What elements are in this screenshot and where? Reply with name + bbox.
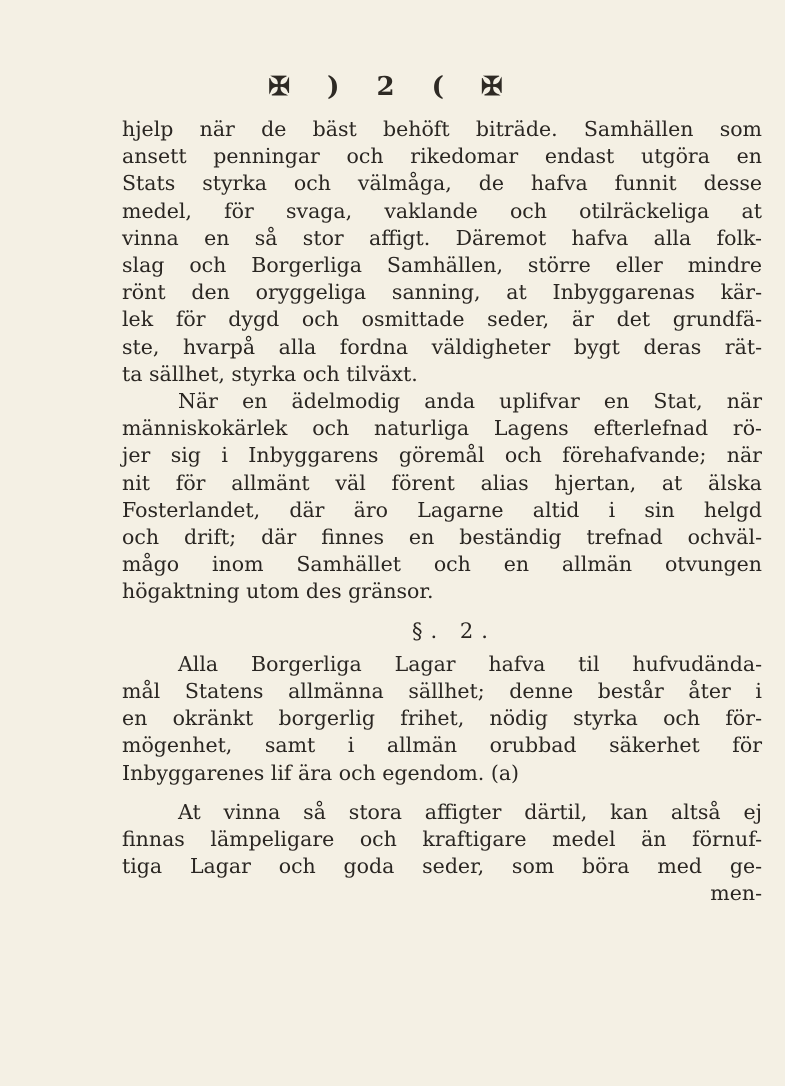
text-line: slag och Borgerliga Samhällen, större eller mindre [122, 253, 762, 278]
text-line: ste, hvarpå alla fordna väldigheter bygt deras rät- [122, 334, 762, 359]
text-line: Fosterlandet, där äro Lagarne altid i sin helgd [122, 497, 762, 522]
text-line: finnas lämpeligare och kraftigare medel än förnuf- [122, 827, 762, 852]
text-line: ansett penningar och rikedomar endast utgöra en [122, 144, 762, 169]
text-line: nit för allmänt väl förent alias hjertan, at älska [122, 470, 762, 495]
section-heading: §. 2. [412, 618, 496, 643]
text-line: ta sällhet, styrka och tilväxt. [122, 361, 418, 386]
page-header: ✠ ) 2 ( ✠ [268, 72, 517, 102]
text-line: Inbyggarenes lif ära och egendom. (a) [122, 760, 520, 785]
text-line: en okränkt borgerlig frihet, nödig styrka och för- [122, 706, 762, 731]
text-line: rönt den oryggeliga sanning, at Inbyggarenas kär- [122, 280, 762, 305]
text-line: At vinna så stora affigter därtil, kan altså ej [178, 799, 762, 824]
paragraph-gap [122, 787, 762, 799]
text-line: mågo inom Samhället och en allmän otvungen [122, 552, 762, 577]
text-line: När en ädelmodig anda uplifvar en Stat, när [178, 389, 762, 414]
text-line: vinna en så stor affigt. Däremot hafva alla folk- [122, 225, 762, 250]
text-line: mål Statens allmänna sällhet; denne består åter i [122, 679, 762, 704]
text-line: mögenhet, samt i allmän orubbad säkerhet för [122, 733, 762, 758]
text-line: hjelp när de bäst behöft biträde. Samhällen som [122, 117, 762, 141]
text-line: lek för dygd och osmittade seder, är det grundfä- [122, 307, 762, 332]
text-line: högaktning utom des gränsor. [122, 579, 434, 604]
catchword: men- [710, 881, 762, 906]
text-line: jer sig i Inbyggarens göremål och förehafvande; när [122, 443, 762, 468]
text-line: Stats styrka och välmåga, de hafva funnit desse [122, 171, 762, 196]
text-line: tiga Lagar och goda seder, som böra med ge- [122, 854, 762, 879]
text-line: och drift; där finnes en beständig trefnad ochväl- [122, 525, 762, 550]
text-line: medel, för svaga, vaklande och otilräckeliga at [122, 198, 762, 223]
text-line: Alla Borgerliga Lagar hafva til hufvudända- [178, 651, 762, 676]
text-line: människokärlek och naturliga Lagens efterlefnad rö- [122, 416, 762, 441]
body-text [122, 116, 762, 908]
